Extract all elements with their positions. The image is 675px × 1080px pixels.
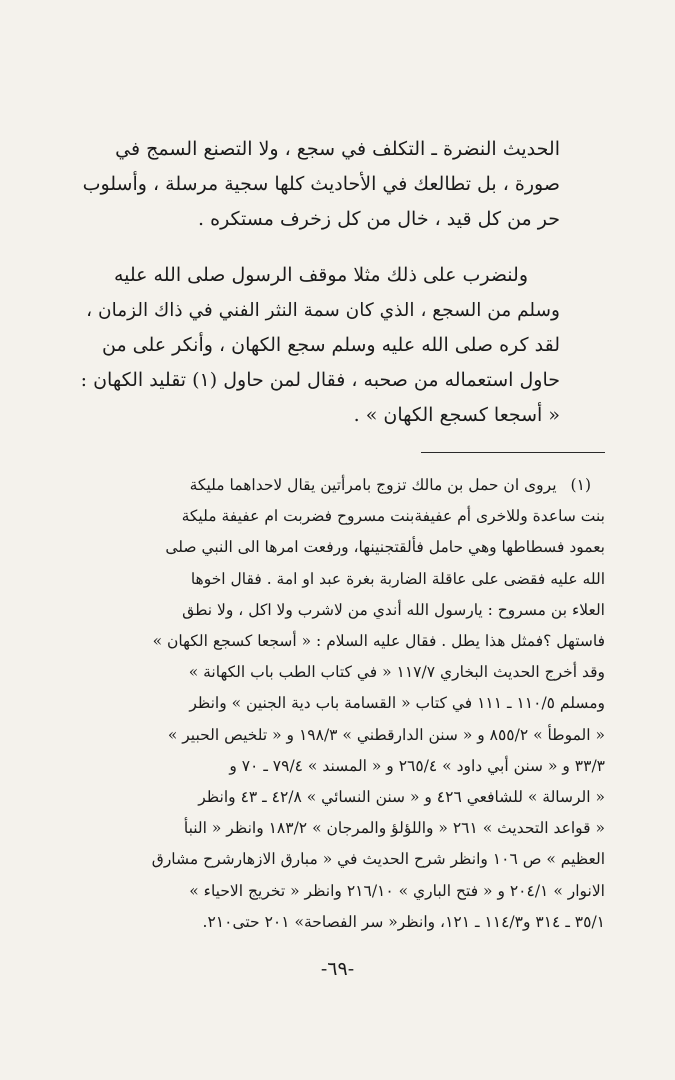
footnote-line: « قواعد التحديث » ٢٦١ « واللؤلؤ والمرجان » ١٨٣/٢ وانظر « النبأ [183, 819, 605, 838]
footnote-line: بعمود فسطاطها وهي حامل فألقتجنينها، ورفعت امرها الى النبي صلى [165, 538, 605, 557]
footnote-line [70, 470, 605, 501]
footnote-line: العلاء بن مسروح : يارسول الله أندي من لاشرب ولا اكل ، ولا نطق [182, 600, 605, 619]
footnote-line: ومسلم ١١٠/٥ ـ ١١١ في كتاب « القسامة باب دية الجنين » وانظر [189, 694, 605, 713]
text-line: حاول استعماله من صحبه ، فقال لمن حاول (١) تقليد الكهان : [80, 369, 560, 391]
footnote-line: « الرسالة » للشافعي ٤٢٦ و « سنن النسائي » ٤٢/٨ ـ ٤٣ وانظر [198, 788, 605, 807]
text-line: ولنضرب على ذلك مثلا موقف الرسول صلى الله عليه [113, 264, 528, 286]
text-line: « أسجعا كسجع الكهان » . [353, 404, 560, 426]
paragraph-2 [80, 258, 560, 433]
footnote-line: ٣٥/١ ـ ٣١٤ و١١٤/٣ ـ ١٢١، وانظر« سر الفصاحة» ٢٠١ حتى٢١٠. [202, 912, 605, 931]
footnote-line: ٣٣/٣ و « سنن أبي داود » ٢٦٥/٤ و « المسند » ٧٩/٤ ـ ٧٠ و [229, 756, 605, 775]
footnote-text: يروى ان حمل بن مالك تزوج بامرأتين يقال لاحداهما مليكة [189, 476, 557, 494]
footnote [70, 470, 605, 938]
footnote-divider [421, 452, 605, 453]
text-line: حر من كل قيد ، خال من كل زخرف مستكره . [198, 208, 560, 230]
text-line: وسلم من السجع ، الذي كان سمة النثر الفني في ذاك الزمان ، [86, 300, 560, 321]
footnote-number: (١) [570, 476, 591, 494]
text-line: الحديث النضرة ـ التكلف في سجع ، ولا التصنع السمج في [115, 138, 560, 160]
footnote-line: بنت ساعدة وللاخرى أم عفيفةبنت مسروح فضربت ام عفيفة مليكة [181, 507, 605, 526]
footnote-line: فاستهل ؟فمثل هذا يطل . فقال عليه السلام : « أسجعا كسجع الكهان » [152, 632, 605, 651]
page-number: -٦٩- [320, 958, 355, 980]
footnote-line: وقد أخرج الحديث البخاري ١١٧/٧ « في كتاب الطب باب الكهانة » [188, 663, 605, 682]
footnote-line: الانوار » ٢٠٤/١ و « فتح الباري » ٢١٦/١٠ وانظر « تخريج الاحياء » [189, 881, 605, 900]
footnote-line: العظيم » ص ١٠٦ وانظر شرح الحديث في « مبارق الازهارشرح مشارق [151, 850, 605, 869]
footnote-line: « الموطأ » ٨٥٥/٢ و « سنن الدارقطني » ١٩٨/٣ و « تلخيص الحبير » [167, 725, 605, 744]
footnote-line: الله عليه فقضى على عاقلة الضاربة بغرة عبد او امة . فقال اخوها [190, 569, 605, 588]
text-line: صورة ، بل تطالعك في الأحاديث كلها سجية مرسلة ، وأسلوب [82, 173, 560, 195]
text-line: لقد كره صلى الله عليه وسلم سجع الكهان ، وأنكر على من [102, 334, 560, 356]
paragraph-1 [80, 132, 560, 237]
